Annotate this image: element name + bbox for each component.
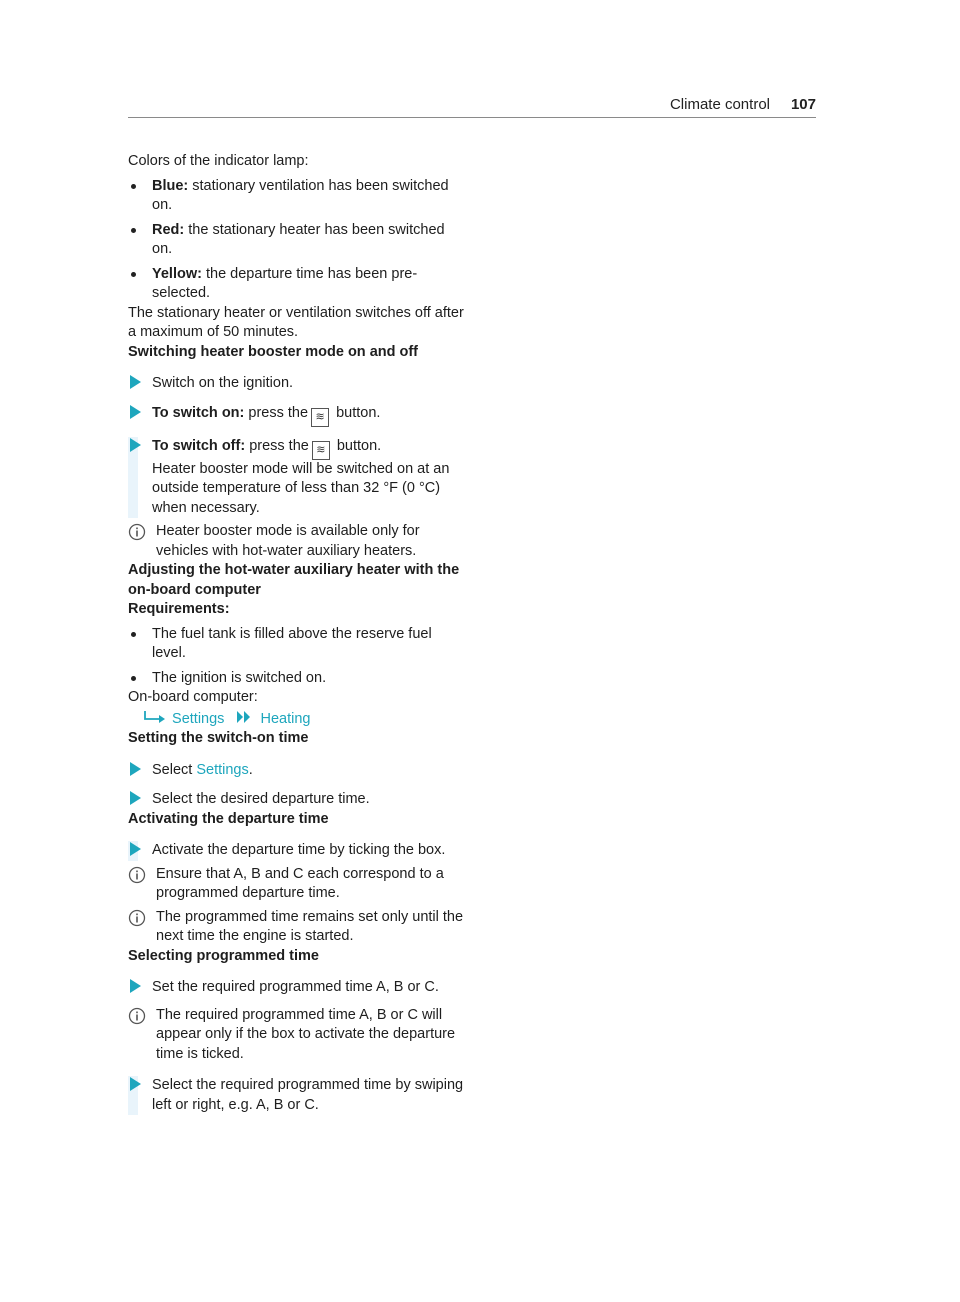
booster-step-3 — [128, 437, 464, 519]
double-chevron-icon — [236, 710, 252, 724]
requirement-item — [128, 625, 464, 664]
booster-step-1 — [128, 374, 464, 394]
indicator-intro: Colors of the indicator lamp: — [128, 153, 309, 169]
menu-return-icon — [142, 708, 168, 726]
indicator-text: the stationary heater has been switched on. — [152, 221, 445, 257]
onboard-label: On-board computer: — [128, 689, 258, 705]
bullet-dot — [131, 676, 136, 681]
settings-link[interactable]: Settings — [196, 761, 249, 778]
menu-path-heating[interactable]: Heating — [260, 710, 311, 727]
info-icon — [128, 523, 146, 541]
step-text: button. — [332, 404, 381, 421]
arrow-icon — [128, 1076, 146, 1095]
programmed-step-2 — [128, 1076, 464, 1115]
activate-step — [128, 841, 464, 861]
adjust-heading: Adjusting the hot-water auxiliary heater with the on-board computer — [128, 562, 460, 598]
main-column — [128, 152, 464, 1115]
select-settings-step — [128, 761, 464, 781]
bullet-dot — [131, 272, 136, 277]
step-text: Activate the departure time by ticking the box. — [152, 842, 446, 858]
requirement-item — [128, 669, 464, 689]
note-text: The required programmed time A, B or C will appear only if the box to activate the departure time is ticked. — [156, 1006, 456, 1062]
note-text: Ensure that A, B and C each correspond to a programmed departure time. — [156, 865, 444, 901]
step-label: To switch on: — [152, 404, 245, 421]
info-icon — [128, 1007, 146, 1025]
menu-path — [128, 708, 464, 730]
arrow-icon — [128, 437, 146, 456]
heater-booster-icon: ≋ — [311, 408, 329, 427]
arrow-icon — [128, 978, 146, 997]
step-text: Select — [152, 761, 197, 778]
page-number: 107 — [790, 96, 816, 113]
activate-heading: Activating the departure time — [128, 810, 329, 827]
activate-note-2 — [128, 908, 464, 947]
indicator-label: Blue: — [152, 177, 189, 194]
info-icon — [128, 866, 146, 884]
arrow-icon — [128, 374, 146, 393]
indicator-item-yellow — [128, 265, 464, 304]
section-title: Climate control — [669, 96, 770, 113]
indicator-item-red — [128, 221, 464, 260]
booster-step-2 — [128, 404, 464, 427]
bullet-dot — [131, 184, 136, 189]
indicator-text: the departure time has been pre-selected. — [152, 265, 418, 301]
arrow-icon — [128, 761, 146, 780]
requirement-text: The fuel tank is filled above the reserve fuel level. — [152, 625, 432, 661]
note-text: The programmed time remains set only until the next time the engine is started. — [156, 908, 464, 944]
step-text: . — [248, 761, 253, 778]
menu-path-settings[interactable]: Settings — [172, 710, 225, 727]
booster-heading: Switching heater booster mode on and off — [128, 343, 419, 360]
indicator-label: Red: — [152, 221, 185, 238]
step-text: press the — [245, 437, 309, 454]
page-header — [668, 96, 816, 116]
heater-booster-icon: ≋ — [312, 441, 330, 460]
step-text: Select the desired departure time. — [152, 791, 370, 807]
indicator-text: stationary ventilation has been switched on. — [152, 177, 449, 213]
bullet-dot — [131, 632, 136, 637]
note-text: Heater booster mode is available only for vehicles with hot-water auxiliary heaters. — [156, 523, 420, 559]
requirement-text: The ignition is switched on. — [152, 669, 327, 686]
programmed-note — [128, 1006, 464, 1065]
step-text: Switch on the ignition. — [152, 375, 294, 391]
arrow-icon — [128, 404, 146, 423]
requirements-label: Requirements: — [128, 601, 230, 617]
activate-note-1 — [128, 865, 464, 904]
step-text: Set the required programmed time A, B or C. — [152, 979, 439, 995]
programmed-step-1 — [128, 978, 464, 998]
step-text: button. — [332, 437, 382, 454]
step-text: Select the required programmed time by swiping left or right, e.g. A, B or C. — [152, 1077, 464, 1113]
arrow-icon — [128, 790, 146, 809]
arrow-icon — [128, 841, 146, 860]
info-icon — [128, 909, 146, 927]
select-departure-step — [128, 790, 464, 810]
indicator-label: Yellow: — [152, 265, 202, 282]
bullet-dot — [131, 228, 136, 233]
step-detail: Heater booster mode will be switched on at an outside temperature of less than 32 °F (0 °C) when necessary. — [152, 460, 450, 516]
header-rule — [128, 117, 816, 118]
booster-note — [128, 522, 464, 561]
step-text: press the — [244, 404, 309, 421]
programmed-heading: Selecting programmed time — [128, 947, 319, 964]
switch-on-heading: Setting the switch-on time — [128, 730, 309, 746]
step-label: To switch off: — [152, 437, 246, 454]
indicator-item-blue — [128, 177, 464, 216]
switch-off-text: The stationary heater or ventilation switches off after a maximum of 50 minutes. — [128, 304, 464, 340]
